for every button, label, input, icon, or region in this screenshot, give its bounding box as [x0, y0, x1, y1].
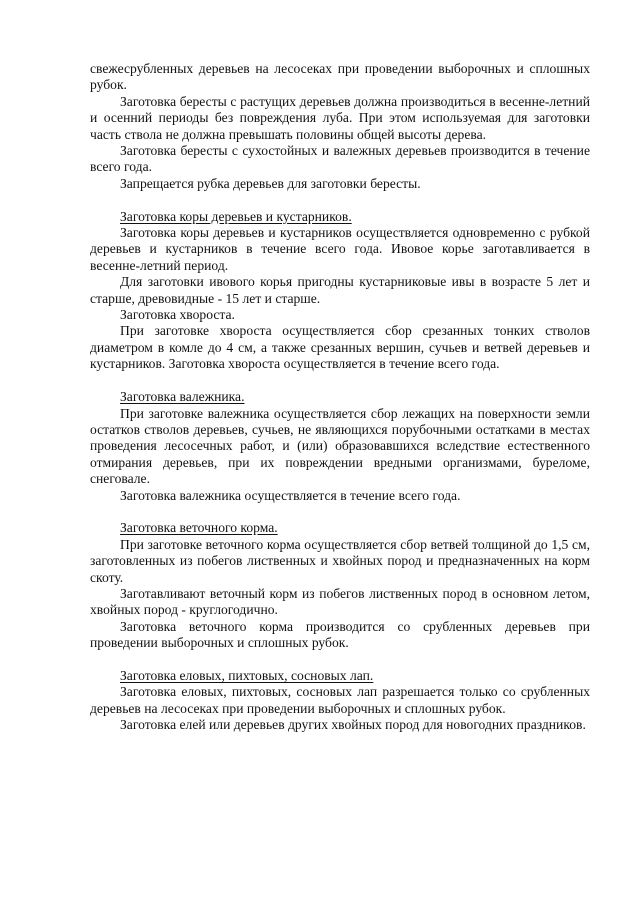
- section-heading: Заготовка веточного корма.: [120, 520, 278, 536]
- paragraph: Запрещается рубка деревьев для заготовки бересты.: [120, 175, 421, 191]
- paragraph: Заготавливают веточный корм из побегов лиственных пород в основном летом, хвойных пород - круглогодично.: [90, 585, 590, 618]
- section-heading: Заготовка коры деревьев и кустарников.: [120, 208, 352, 224]
- paragraph: Заготовка хвороста.: [120, 307, 235, 323]
- section-fodder: [90, 520, 590, 651]
- paragraph: Заготовка валежника осуществляется в течение всего года.: [120, 487, 461, 503]
- paragraph: свежесрубленных деревьев на лесосеках при проведении выборочных и сплошных рубок.: [90, 61, 590, 93]
- intro-block: [90, 61, 590, 192]
- section-heading: Заготовка валежника.: [120, 389, 245, 405]
- paragraph: Заготовка бересты с сухостойных и валежных деревьев производится в течение всего года.: [90, 143, 590, 175]
- section-bark: [90, 209, 590, 373]
- section-deadwood: [90, 389, 590, 504]
- document-body: [90, 61, 590, 734]
- paragraph: При заготовке хвороста осуществляется сбор срезанных тонких стволов диаметром в комле до 4 см, а также срезанных вершин, сучьев и ветвей деревьев и кустарников. Заготовка хвороста осуществляется в течение всего года.: [90, 323, 590, 372]
- paragraph: Заготовка еловых, пихтовых, сосновых лап разрешается только со срубленных деревьев на лесосеках при проведении выборочных и сплошных рубок.: [90, 684, 590, 716]
- section-paws: [90, 668, 590, 734]
- paragraph: Заготовка коры деревьев и кустарников осуществляется одновременно с рубкой деревьев и кустарников в течение всего года. Ивовое корье заготавливается в весенне-летний период.: [90, 225, 590, 273]
- paragraph: Заготовка бересты с растущих деревьев должна производиться в весенне-летний и осенний периоды без повреждения луба. При этом используемая для заготовки часть ствола не должна превышать половины общей высоты дерева.: [90, 93, 590, 142]
- paragraph: Для заготовки ивового корья пригодны кустарниковые ивы в возрасте 5 лет и старше, древовидные - 15 лет и старше.: [90, 274, 590, 306]
- paragraph: При заготовке валежника осуществляется сбор лежащих на поверхности земли остатков стволов деревьев, сучьев, не являющихся порубочными остатками в местах проведения лесосечных работ, и (или) образовавшихся вследствие естественного отмирания деревьев, при их повреждении вредными организмами, буреломе, снеговале.: [90, 405, 590, 487]
- section-heading: Заготовка еловых, пихтовых, сосновых лап.: [120, 667, 374, 683]
- paragraph: При заготовке веточного корма осуществляется сбор ветвей толщиной до 1,5 см, заготовленных из побегов лиственных и хвойных пород и предназначенных на корм скоту.: [90, 536, 590, 585]
- paragraph: Заготовка елей или деревьев других хвойных пород для новогодних праздников.: [120, 717, 586, 733]
- paragraph: Заготовка веточного корма производится со срубленных деревьев при проведении выборочных и сплошных рубок.: [90, 618, 590, 651]
